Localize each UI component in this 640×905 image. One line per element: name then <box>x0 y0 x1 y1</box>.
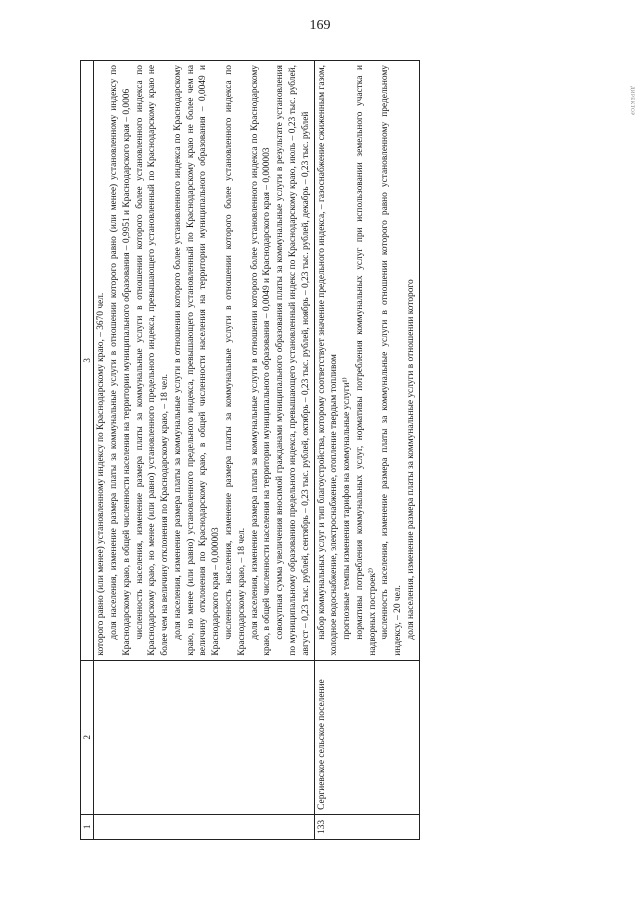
rotated-table-area <box>80 60 580 840</box>
paragraph: доля населения, изменение размера платы за коммунальные услуги в отношении которого более установленного индекса по Краснодарскому краю, но менее (или равно) установленного предельного индекса, превышающего установленный по Краснодарскому краю не более чем на величину отклонения по Краснодарскому краю, в общей численности населения на территории муниципального образования – 0,0049 и Краснодарского края – 0,000003 <box>172 65 222 656</box>
row-number-cell <box>94 814 314 839</box>
side-mark: ДИРЕКТОР <box>629 86 634 116</box>
data-table <box>80 60 420 840</box>
indicators-cell <box>94 61 314 661</box>
table-wrapper <box>80 60 580 840</box>
paragraph: совокупная сумма увеличения вносимой гражданами муниципального образования платы за коммунальные услуги в результате установления по муниципальному образованию предельного индекса, превышающего установленный индекс по Краснодарскому краю, июль – 0,23 тыс. рублей, август – 0,23 тыс. рублей, сентябрь – 0,23 тыс. рублей, октябрь – 0,23 тыс. рублей, ноябрь – 0,23 тыс. рублей, декабрь – 0,23 тыс. рублей <box>275 65 311 656</box>
header-row <box>81 61 94 840</box>
paragraph: численность населения, изменение размера платы за коммунальные услуги в отношении которого более установленного индекса по Краснодарскому краю, но менее (или равно) установленного предельного индекса, превышающего установленный по Краснодарскому краю не более чем на величину отклонения по Краснодарскому краю, – 18 чел. <box>134 65 171 656</box>
settlement-name: Сергиевское сельское поселение <box>314 660 419 814</box>
paragraph: численность населения, изменение размера платы за коммунальные услуги в отношении которого более установленного индекса по Краснодарскому краю, – 18 чел. <box>224 65 247 656</box>
paragraph: доля населения, изменение размера платы за коммунальные услуги в отношении которого более установленного индекса по Краснодарскому краю, в общей численности населения на территории муниципального образования – 0,0049 и Краснодарского края – 0,000003 <box>249 65 273 656</box>
indicators-cell <box>314 61 419 661</box>
header-cell-2: 2 <box>81 660 94 814</box>
row-number-cell: 133 <box>314 814 419 839</box>
paragraph: численность населения, изменение размера платы за коммунальные услуги в отношении которого равно установленному предельному индексу, – 20 чел. <box>380 65 404 656</box>
paragraph: нормативы потребления коммунальных услуг, нормативы потребления коммунальных услуг при использовании земельного участка и надворных построек²⁾ <box>354 65 378 656</box>
table-row-133 <box>314 61 419 840</box>
settlement-cell <box>94 660 314 814</box>
page-number: 169 <box>309 18 331 33</box>
paragraph: которого равно (или менее) установленному индексу по Краснодарскому краю, – 3670 чел. <box>96 292 107 656</box>
paragraph: доля населения, изменение размера платы за коммунальные услуги в отношении которого <box>405 279 416 640</box>
paragraph: доля населения, изменение размера платы за коммунальные услуги в отношении которого равно (или менее) установленному индексу по Краснодарскому краю, в общей численности населения на территории муниципального образования – 0,9951 и Краснодарского края – 0,0006 <box>109 65 132 656</box>
paragraph: прогнозные темпы изменения тарифов на коммунальные услуги¹⁾ <box>342 377 353 640</box>
table-row-continuation <box>94 61 314 840</box>
header-cell-3: 3 <box>81 61 94 661</box>
header-cell-1: 1 <box>81 814 94 839</box>
paragraph: набор коммунальных услуг и тип благоустройства, которому соответствует значение предельного индекса, – газоснабжение сжиженным газом, холодное водоснабжение, электроснабжение, отопление твердым топливом <box>316 65 340 656</box>
